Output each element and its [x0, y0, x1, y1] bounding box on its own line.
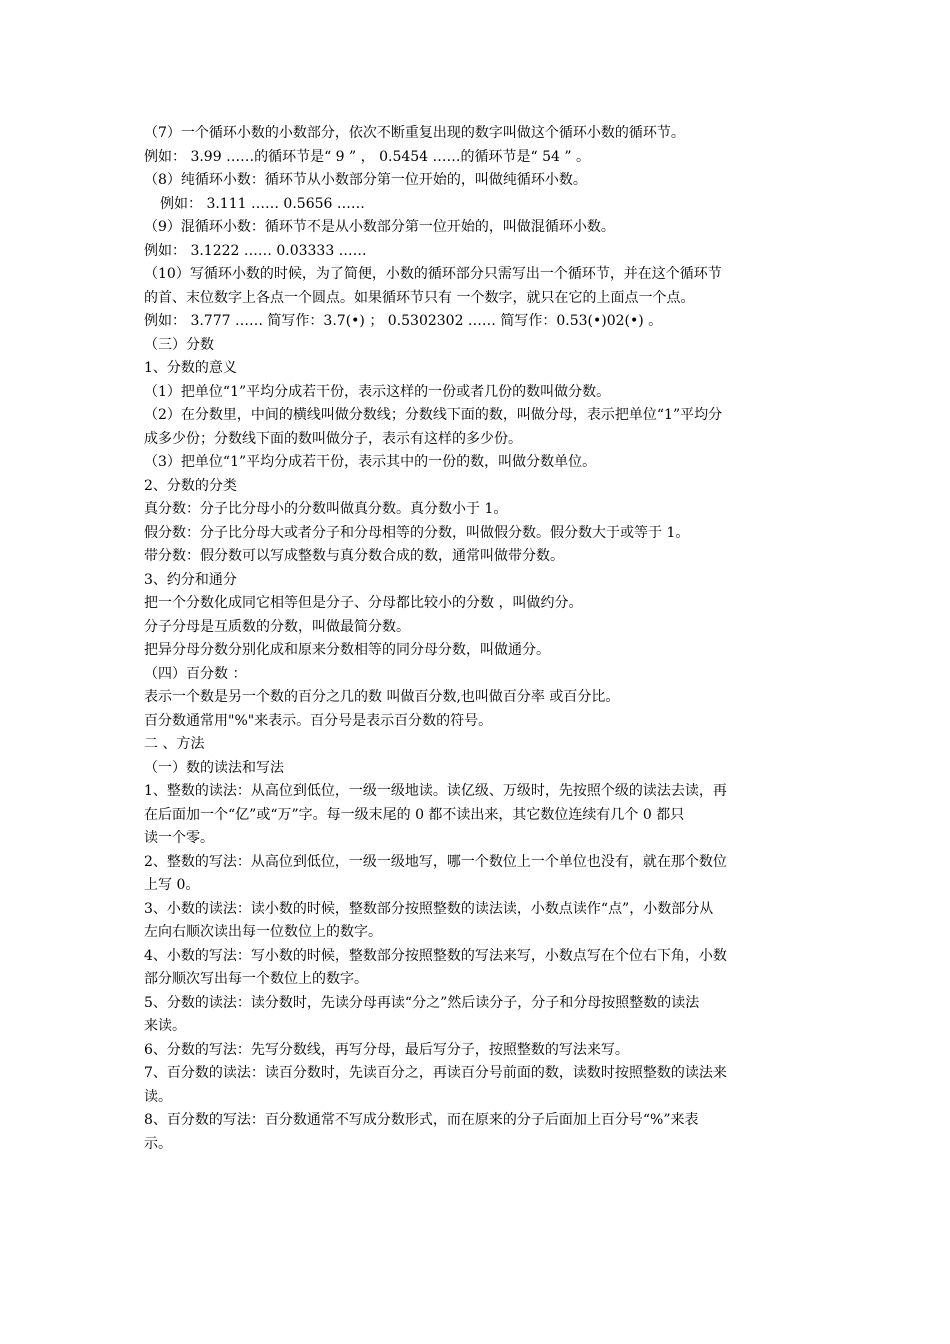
text-line: （2）在分数里，中间的横线叫做分数线；分数线下面的数，叫做分母，表示把单位“1”平均分	[144, 407, 723, 423]
text-line: 3、小数的读法：读小数的时候，整数部分按照整数的读法读，小数点读作“点”，小数部分从	[144, 900, 714, 917]
text-line: 上写 0。	[144, 877, 200, 893]
text-line: 示。	[144, 1135, 172, 1152]
text-line: （10）写循环小数的时候，为了简便，小数的循环部分只需写出一个循环节，并在这个循环节	[144, 266, 722, 282]
section-heading: 二 、方法	[144, 736, 205, 752]
text-line: （8）纯循环小数：循环节从小数部分第一位开始的，叫做纯循环小数。	[144, 172, 587, 188]
text-line: 表示一个数是另一个数的百分之几的数 叫做百分数,也叫做百分率 或百分比。	[144, 689, 620, 705]
text-line: 百分数通常用"%"来表示。百分号是表示百分数的符号。	[144, 712, 493, 729]
text-line: 例如： 3.99 ……的循环节是“ 9 ” ， 0.5454 ……的循环节是“ 54 ” 。	[144, 148, 591, 165]
text-line: 2、整数的写法：从高位到低位，一级一级地写，哪一个数位上一个单位也没有，就在那个数位	[144, 853, 727, 870]
text-line: 读。	[144, 1088, 172, 1105]
section-heading: （四）百分数 ：	[144, 665, 247, 682]
text-line: 左向右顺次读出每一位数位上的数字。	[144, 924, 382, 940]
text-line: （9）混循环小数：循环节不是从小数部分第一位开始的，叫做混循环小数。	[144, 219, 615, 235]
text-line: 例如： 3.1222 …… 0.03333 ……	[144, 242, 367, 259]
text-line: （3）把单位“1”平均分成若干份，表示其中的一份的数，叫做分数单位。	[144, 454, 597, 470]
subsection-heading: 2、分数的分类	[144, 477, 237, 494]
text-line: 6、分数的写法：先写分数线，再写分母，最后写分子，按照整数的写法来写。	[144, 1041, 629, 1058]
text-line: 真分数：分子比分母小的分数叫做真分数。真分数小于 1。	[144, 501, 508, 517]
text-line: 把异分母分数分别化成和原来分数相等的同分母分数，叫做通分。	[144, 642, 550, 658]
text-line: 带分数：假分数可以写成整数与真分数合成的数，通常叫做带分数。	[144, 548, 564, 564]
text-line: 成多少份；分数线下面的数叫做分子，表示有这样的多少份。	[144, 430, 522, 447]
document-body	[144, 122, 812, 1156]
text-line: 例如： 3.777 …… 简写作：3.7(•) ； 0.5302302 …… 简写作：0.53(•)02(•) 。	[144, 313, 663, 329]
text-line: 在后面加一个“亿”或“万”字。每一级末尾的 0 都不读出来，其它数位连续有几个 0 都只	[144, 806, 685, 823]
text-line: 7、百分数的读法：读百分数时，先读百分之，再读百分号前面的数，读数时按照整数的读法来	[144, 1065, 727, 1081]
text-line: 假分数：分子比分母大或者分子和分母相等的分数，叫做假分数。假分数大于或等于 1。	[144, 524, 690, 541]
text-line: （1）把单位“1”平均分成若干份，表示这样的一份或者几份的数叫做分数。	[144, 383, 611, 400]
section-heading: （三）分数	[144, 336, 214, 353]
text-line: 读一个零。	[144, 830, 214, 846]
text-line: 4、小数的写法：写小数的时候，整数部分按照整数的写法来写，小数点写在个位右下角，小数	[144, 947, 727, 964]
text-line: 分子分母是互质数的分数，叫做最简分数。	[144, 618, 410, 635]
text-line: 部分顺次写出每一个数位上的数字。	[144, 971, 368, 987]
text-line: 把一个分数化成同它相等但是分子、分母都比较小的分数 ，叫做约分。	[144, 595, 583, 611]
text-line: 8、百分数的写法：百分数通常不写成分数形式，而在原来的分子后面加上百分号“%”来表	[144, 1112, 699, 1128]
text-line: 的首、末位数字上各点一个圆点。如果循环节只有 一个数字，就只在它的上面点一个点。	[144, 289, 695, 306]
section-heading: （一）数的读法和写法	[144, 759, 284, 776]
text-line: 例如： 3.111 …… 0.5656 ……	[160, 195, 365, 212]
text-line: 1、整数的读法：从高位到低位，一级一级地读。读亿级、万级时，先按照个级的读法去读，再	[144, 783, 727, 799]
text-line: 来读。	[144, 1018, 186, 1034]
text-line: （7）一个循环小数的小数部分，依次不断重复出现的数字叫做这个循环小数的循环节。	[144, 125, 685, 141]
subsection-heading: 3、约分和通分	[144, 571, 237, 588]
subsection-heading: 1、分数的意义	[144, 360, 237, 376]
text-line: 5、分数的读法：读分数时，先读分母再读“分之”然后读分子，分子和分母按照整数的读法	[144, 994, 700, 1011]
